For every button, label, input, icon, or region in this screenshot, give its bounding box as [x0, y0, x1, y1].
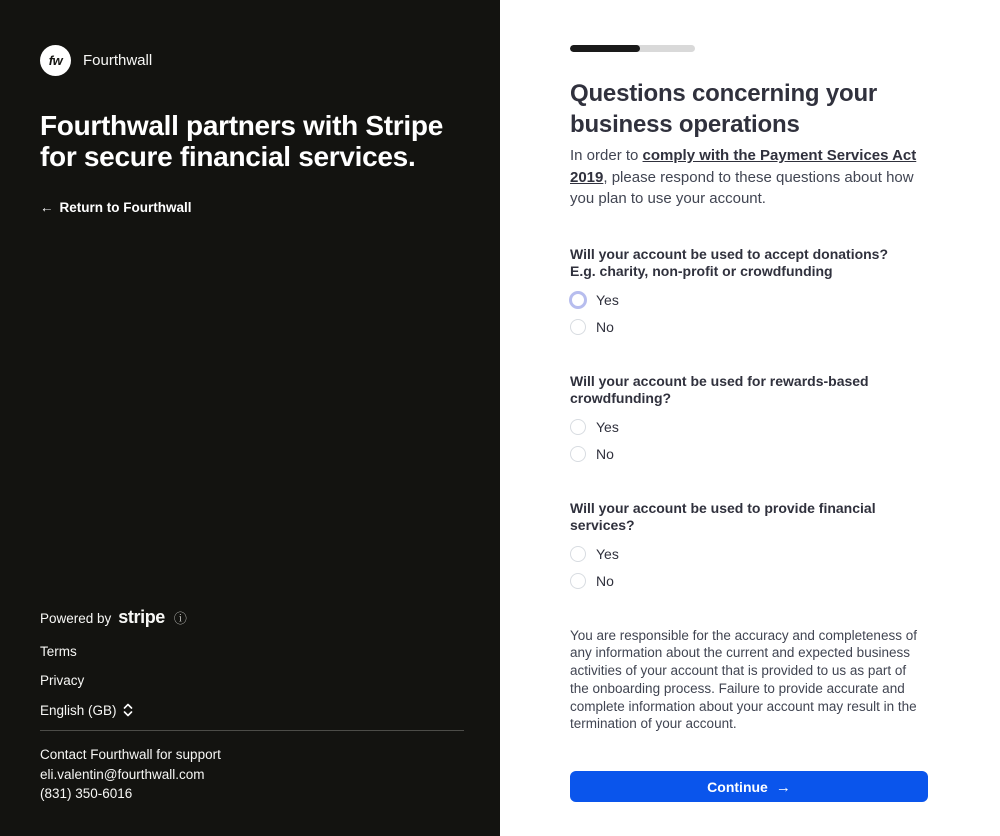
terms-link[interactable]: Terms — [40, 643, 77, 659]
radio-icon — [569, 291, 587, 309]
return-link[interactable] — [40, 200, 192, 215]
continue-button[interactable] — [570, 771, 928, 802]
radio-donations-yes[interactable] — [570, 292, 619, 308]
brand-header — [40, 45, 464, 76]
intro-suffix: , please respond to these questions about how you plan to use your account. — [570, 168, 914, 207]
intro-prefix: In order to — [570, 147, 643, 164]
question-label: Will your account be used to accept donations? E.g. charity, non-profit or crowdfunding — [570, 245, 889, 279]
form-intro — [570, 145, 928, 210]
radio-donations-no[interactable] — [570, 319, 614, 335]
continue-label: Continue — [707, 778, 768, 795]
powered-by-row — [40, 608, 464, 629]
contact-support-label: Contact Fourthwall for support — [40, 746, 221, 762]
contact-phone: (831) 350-6016 — [40, 786, 133, 802]
language-selector[interactable] — [40, 703, 133, 718]
form-title: Questions concerning your business operations — [570, 80, 878, 138]
progress-fill — [570, 45, 640, 52]
spacer — [40, 215, 464, 608]
info-icon[interactable]: ⓘ — [173, 610, 187, 626]
radio-icon — [570, 319, 586, 335]
question-rewards-crowdfunding — [570, 373, 928, 462]
question-label: Will your account be used for rewards-based crowdfunding? — [570, 372, 869, 406]
left-arrow-icon: ← — [40, 200, 54, 215]
radio-label: No — [596, 318, 614, 335]
radio-financial-yes[interactable] — [570, 546, 619, 562]
radio-label: Yes — [596, 418, 619, 435]
logo-monogram: fw — [48, 53, 63, 68]
return-link-label: Return to Fourthwall — [59, 200, 192, 215]
radio-rewards-no[interactable] — [570, 446, 614, 462]
payment-services-act-link[interactable]: comply with the Payment Services Act 2019 — [570, 147, 917, 186]
radio-label: No — [596, 445, 614, 462]
progress-bar — [570, 45, 695, 52]
radio-label: Yes — [596, 545, 619, 562]
radio-rewards-yes[interactable] — [570, 419, 619, 435]
fourthwall-logo — [40, 45, 71, 76]
radio-icon — [570, 573, 586, 589]
footer-divider — [40, 730, 464, 731]
radio-label: Yes — [596, 291, 619, 308]
right-arrow-icon: → — [775, 778, 791, 796]
left-footer — [40, 608, 464, 804]
language-selector-label: English (GB) — [40, 702, 117, 718]
stripe-wordmark: stripe — [118, 606, 165, 627]
question-label: Will your account be used to provide financial services? — [570, 499, 876, 533]
chevron-updown-icon — [123, 703, 133, 717]
privacy-link[interactable]: Privacy — [40, 673, 85, 689]
powered-by-label: Powered by — [40, 610, 112, 626]
radio-icon — [570, 446, 586, 462]
radio-label: No — [596, 572, 614, 589]
radio-financial-no[interactable] — [570, 573, 614, 589]
contact-block — [40, 745, 464, 804]
radio-icon — [570, 546, 586, 562]
contact-email: eli.valentin@fourthwall.com — [40, 766, 205, 782]
disclaimer-text: You are responsible for the accuracy and completeness of any information about the current and expected business activities of your account that is provided to us as part of the onboarding process. Failure to provide accurate and complete information about your account may result in the termination of your account. — [570, 627, 917, 732]
brand-name: Fourthwall — [83, 52, 153, 69]
form-panel — [500, 0, 1000, 836]
question-financial-services — [570, 500, 928, 589]
question-donations — [570, 246, 928, 335]
radio-icon — [570, 419, 586, 435]
page-headline: Fourthwall partners with Stripe for secure financial services. — [40, 110, 443, 172]
